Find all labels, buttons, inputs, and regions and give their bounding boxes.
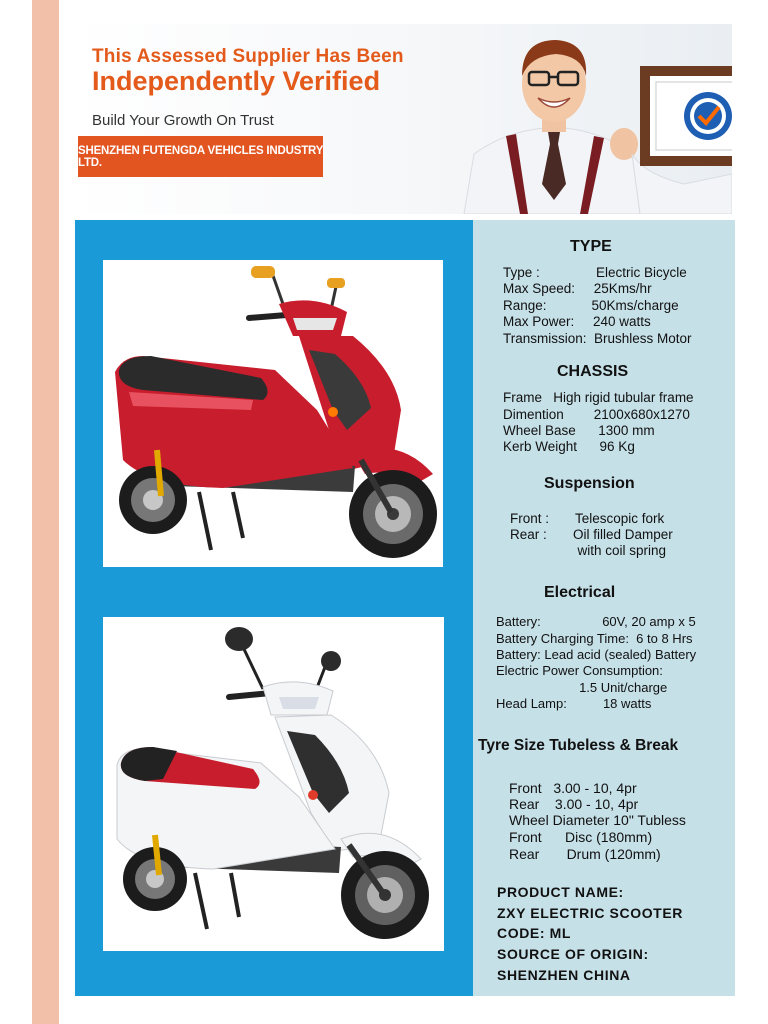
tyre-heading: Tyre Size Tubeless & Break (478, 737, 679, 754)
electrical-heading: Electrical (544, 584, 616, 601)
tyre-line: Wheel Diameter 10" Tubless (509, 812, 686, 828)
banner-tagline: Build Your Growth On Trust (92, 112, 274, 129)
suspension-line: Front : Telescopic fork (510, 511, 665, 526)
electrical-line: Battery Charging Time: 6 to 8 Hrs (496, 631, 693, 646)
red-scooter-image (103, 260, 443, 567)
electrical-line: 1.5 Unit/charge (496, 680, 668, 695)
tyre-line: Rear Drum (120mm) (509, 846, 661, 862)
chassis-line: Kerb Weight 96 Kg (503, 439, 635, 454)
product-info-line: SHENZHEN CHINA (497, 967, 631, 983)
verified-check-seal-icon (684, 92, 732, 140)
banner-headline-1: This Assessed Supplier Has Been (92, 46, 404, 67)
suspension-line: with coil spring (510, 543, 667, 558)
verified-supplier-banner (72, 24, 732, 214)
electrical-line: Battery: Lead acid (sealed) Battery (496, 647, 697, 662)
company-name-badge (78, 136, 323, 177)
chassis-line: Frame High rigid tubular frame (503, 390, 694, 405)
electrical-line: Head Lamp: 18 watts (496, 696, 652, 711)
tyre-line: Rear 3.00 - 10, 4pr (509, 796, 639, 812)
type-line: Type : Electric Bicycle (503, 265, 687, 280)
company-name: SHENZHEN FUTENGDA VEHICLES INDUSTRY LTD. (78, 144, 323, 169)
type-line: Max Power: 240 watts (503, 314, 651, 329)
product-info-line: PRODUCT NAME: (497, 884, 624, 900)
red-scooter-photo (103, 260, 443, 567)
type-line: Range: 50Kms/charge (503, 298, 679, 313)
type-line: Transmission: Brushless Motor (503, 331, 692, 346)
chassis-line: Dimention 2100x680x1270 (503, 407, 690, 422)
left-decorative-stripe (32, 0, 59, 1024)
product-info-line: ZXY ELECTRIC SCOOTER (497, 905, 683, 921)
tyre-line: Front 3.00 - 10, 4pr (509, 780, 637, 796)
white-scooter-image (103, 617, 444, 951)
chassis-line: Wheel Base 1300 mm (503, 423, 655, 438)
white-scooter-photo (103, 617, 444, 951)
electrical-line: Battery: 60V, 20 amp x 5 (496, 614, 696, 629)
suspension-heading: Suspension (544, 475, 635, 492)
product-info-line: SOURCE OF ORIGIN: (497, 946, 649, 962)
type-heading: TYPE (570, 238, 612, 255)
electrical-line: Electric Power Consumption: (496, 663, 663, 678)
product-info-line: CODE: ML (497, 925, 572, 941)
type-line: Max Speed: 25Kms/hr (503, 281, 652, 296)
chassis-heading: CHASSIS (557, 363, 629, 380)
suspension-line: Rear : Oil filled Damper (510, 527, 673, 542)
person-holding-certificate-image (444, 24, 732, 214)
tyre-line: Front Disc (180mm) (509, 829, 653, 845)
banner-headline-2: Independently Verified (92, 66, 381, 96)
